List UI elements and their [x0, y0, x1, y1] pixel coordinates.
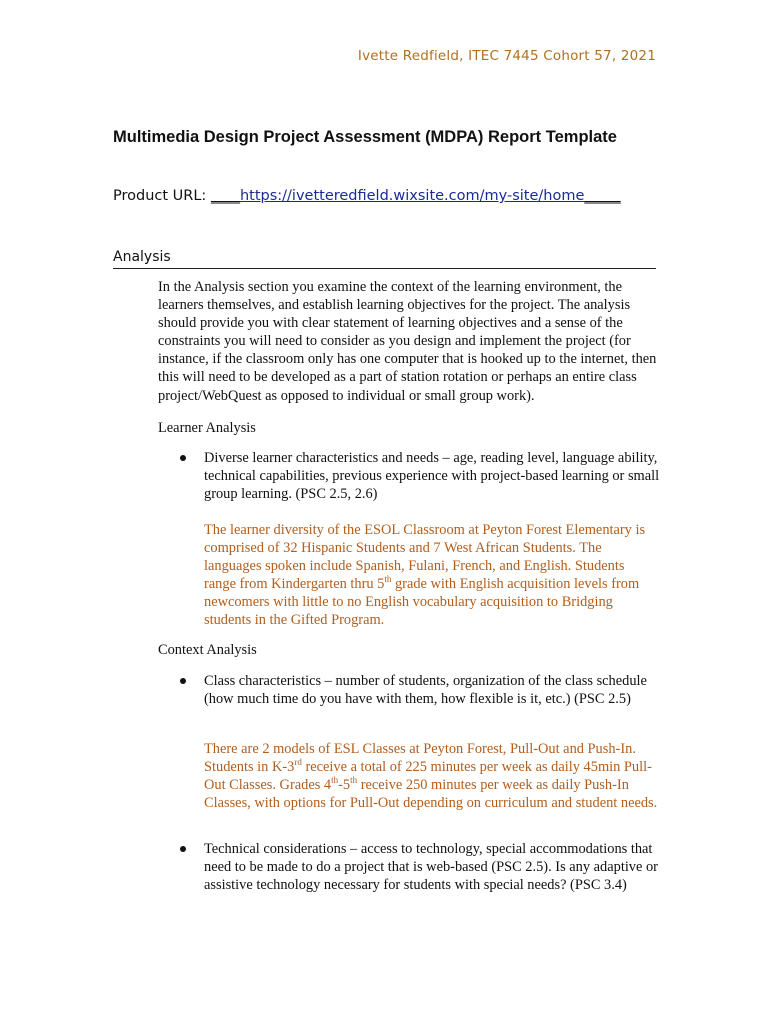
context-answer-sup3: th: [350, 775, 358, 786]
context-bullet-2-text: Technical considerations – access to technology, special accommodations that need to be made to do a project that is web-based (PSC 2.5). Is any adaptive or assistive technology necessary for students with special needs? (PSC 3.4): [204, 841, 658, 894]
context-answer-sup2: th: [331, 775, 339, 786]
bullet-dot-icon: [180, 455, 186, 461]
document-title: Multimedia Design Project Assessment (MDPA) Report Template: [113, 128, 617, 146]
learner-analysis-label: Learner Analysis: [158, 420, 256, 436]
context-answer-part4: receive 250 minutes per week as daily Push-In Classes, with options for Pull-Out depending on curriculum and student needs.: [204, 777, 658, 812]
learner-bullet-text: Diverse learner characteristics and needs – age, reading level, language ability, technical capabilities, previous experience with project-based learning or small group learning. (PSC 2.5, 2.6): [204, 450, 660, 503]
product-url-fill-before: ____: [210, 188, 240, 204]
context-answer-part1: There are 2 models of ESL Classes at Peyton Forest, Pull-Out and Push-In. Students in K-3: [204, 741, 636, 776]
analysis-intro: In the Analysis section you examine the context of the learning environment, the learners themselves, and establish learning objectives for the project. The analysis should provide you with clear statement of learning objectives and a sense of the constraints you will need to consider as you design and implement the project (for instance, if the classroom only has one computer that is hooked up to the internet, then this will need to be developed as a part of station rotation or perhaps an entire class project/WebQuest as opposed to individual or small group work).: [158, 279, 657, 404]
product-url-fill-after: _____: [584, 188, 621, 204]
bullet-dot-icon: [180, 846, 186, 852]
analysis-heading: Analysis: [113, 249, 656, 269]
product-url-label: Product URL:: [113, 188, 211, 204]
product-url-line: [113, 188, 621, 204]
context-bullet-1-text: Class characteristics – number of students, organization of the class schedule (how much time do you have with them, how flexible is it, etc.) (PSC 2.5): [204, 673, 647, 708]
learner-answer-part1: The learner diversity of the ESOL Classroom at Peyton Forest Elementary is comprised of 32 Hispanic Students and 7 West African Students. The languages spoken include Spanish, Fulani, French, and English. Students range from Kindergarten thru 5: [204, 522, 646, 593]
author-header: Ivette Redfield, ITEC 7445 Cohort 57, 2021: [357, 48, 656, 64]
learner-answer: [204, 521, 660, 630]
context-answer-part2: receive a total of 225 minutes per week as daily 45min Pull-Out Classes. Grades 4: [204, 759, 652, 794]
bullet-dot-icon: [180, 678, 186, 684]
learner-answer-part2: grade with English acquisition levels from newcomers with little to no English vocabulary acquisition to Bridging students in the Gifted Program.: [204, 576, 640, 629]
context-answer-sup1: rd: [294, 757, 302, 768]
context-analysis-label: Context Analysis: [158, 642, 257, 658]
learner-answer-sup1: th: [384, 574, 392, 585]
product-url-link[interactable]: https://ivetteredfield.wixsite.com/my-site/home: [239, 188, 585, 204]
context-answer: [204, 740, 660, 812]
context-answer-part3: -5: [338, 777, 351, 794]
